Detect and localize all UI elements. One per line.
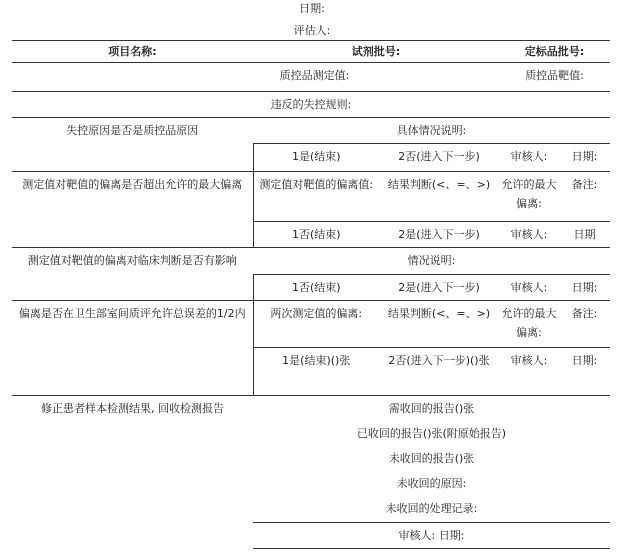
step5-not-recalled: 未收回的报告()张	[388, 452, 475, 465]
qc-evaluation-table	[12, 40, 610, 549]
project-name-header: 项目名称:	[12, 41, 253, 63]
step3-question: 测定值对靶值的偏离对临床判断是否有影响	[12, 248, 253, 301]
step1-option-yes: 1是(结束)	[253, 144, 379, 172]
step2-max-allowed-label: 允许的最大偏离:	[499, 172, 559, 222]
step1-date-label: 日期:	[559, 144, 610, 172]
step4-date-label: 日期:	[559, 348, 610, 396]
step5-recalled: 已收回的报告()张(附原始报告)	[356, 427, 507, 440]
step4-option-yes: 1是(结束)()张	[253, 348, 379, 396]
step4-max-allowed-label: 允许的最大偏离:	[499, 301, 559, 348]
header-assessor-label: 评估人:	[293, 24, 331, 37]
reagent-lot-header: 试剂批号:	[253, 41, 499, 63]
step2-date-label: 日期	[559, 222, 610, 248]
step2-deviation-label: 测定值对靶值的偏离值:	[253, 172, 379, 222]
qc-target-label: 质控品靶值:	[499, 63, 610, 92]
step2-judgment-label: 结果判断(<、=、>)	[379, 172, 499, 222]
step5-not-recalled-reason: 未收回的原因:	[396, 477, 467, 490]
step3-date-label: 日期:	[559, 275, 610, 301]
step4-reviewer-label: 审核人:	[499, 348, 559, 396]
step2-option-no: 1否(结束)	[253, 222, 379, 248]
step1-option-no: 2否(进入下一步)	[379, 144, 499, 172]
step2-question: 测定值对靶值的偏离是否超出允许的最大偏离	[12, 172, 253, 248]
step4-deviation-label: 两次测定值的偏离:	[253, 301, 379, 348]
header-date-label: 日期:	[299, 2, 325, 15]
step4-question: 偏离是否在卫生部室间质评允许总误差的1/2内	[12, 301, 253, 396]
step5-reviewer-date: 审核人: 日期:	[253, 522, 610, 548]
step1-reviewer-label: 审核人:	[499, 144, 559, 172]
violated-rules-label: 违反的失控规则:	[12, 92, 610, 118]
step4-judgment-label: 结果判断(<、=、>)	[379, 301, 499, 348]
step1-detail-label: 具体情况说明:	[253, 118, 610, 144]
step3-option-yes: 2是(进入下一步)	[379, 275, 499, 301]
step4-remark-label: 备注:	[559, 301, 610, 348]
step3-explain-label: 情况说明:	[253, 248, 610, 275]
step5-question: 修正患者样本检测结果, 回收检测报告	[12, 396, 253, 549]
calibrator-lot-header: 定标品批号:	[499, 41, 610, 63]
step1-question: 失控原因是否是质控品原因	[12, 118, 253, 172]
step2-remark-label: 备注:	[559, 172, 610, 222]
step3-reviewer-label: 审核人:	[499, 275, 559, 301]
step5-not-recalled-record: 未收回的处理记录:	[385, 502, 478, 515]
step5-need-recall: 需收回的报告()张	[253, 396, 610, 422]
qc-measured-label: 质控品测定值:	[12, 63, 499, 92]
step2-reviewer-label: 审核人:	[499, 222, 559, 248]
step3-option-no: 1否(结束)	[253, 275, 379, 301]
step2-option-yes: 2是(进入下一步)	[379, 222, 499, 248]
step4-option-no: 2否(进入下一步)()张	[379, 348, 499, 396]
